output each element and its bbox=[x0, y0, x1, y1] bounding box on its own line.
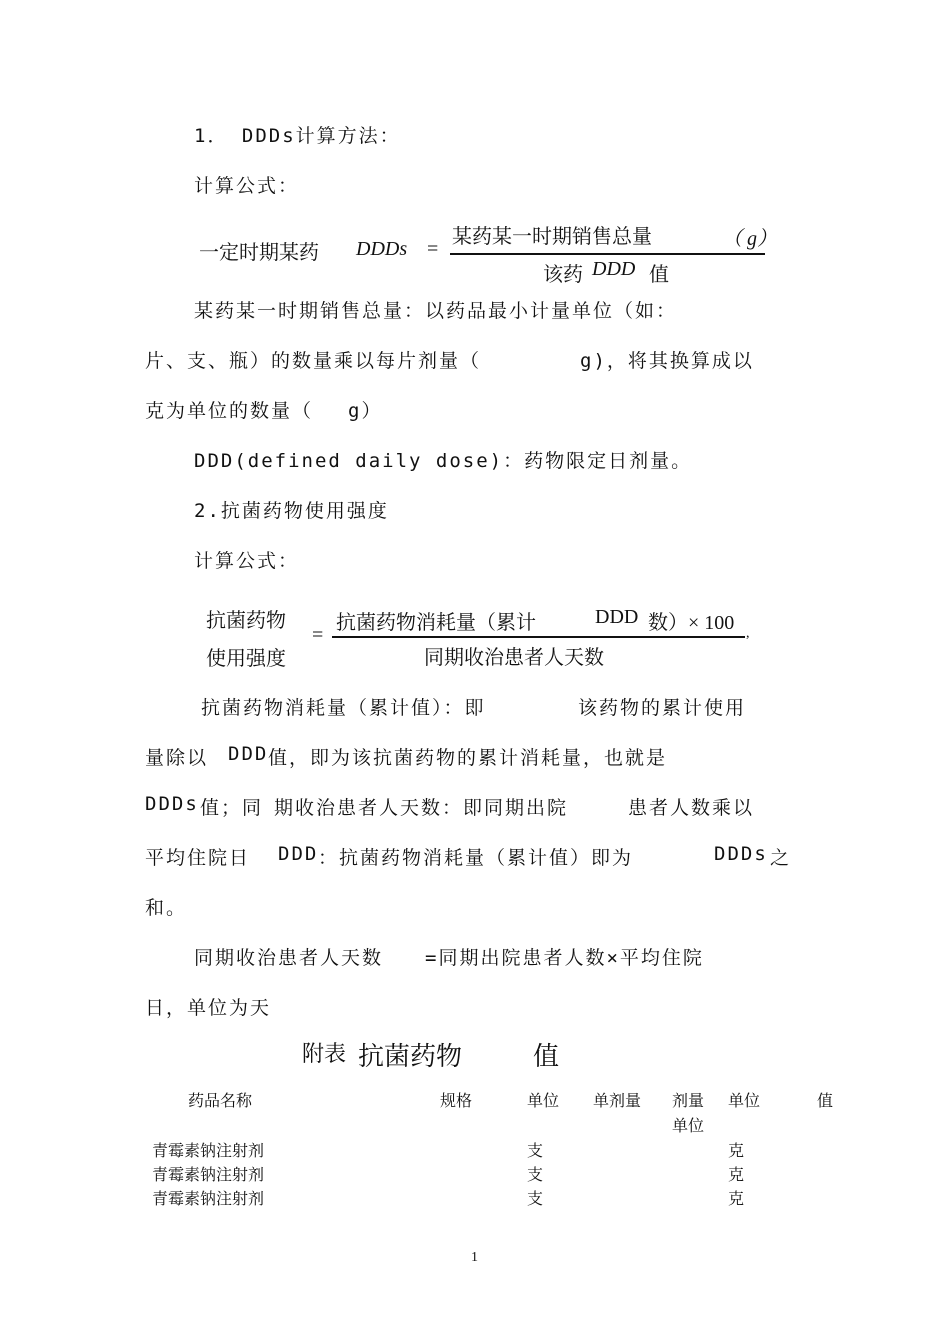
p-line3d: 患者人数乘以 bbox=[628, 797, 755, 819]
p-line7: 日，单位为天 bbox=[145, 997, 272, 1019]
header-value: 值 bbox=[817, 1091, 834, 1110]
para1-line2b: g)，将其换算成以 bbox=[580, 350, 754, 372]
row-drug-name: 青霉素钠注射剂 bbox=[152, 1141, 265, 1160]
table-title-main: 抗菌药物 bbox=[358, 1042, 463, 1072]
formula2-eq: = bbox=[312, 624, 324, 646]
p-line3c: 期收治患者人天数：即同期出院 bbox=[274, 797, 569, 819]
formula2-numerator-a: 抗菌药物消耗量（累计 bbox=[336, 612, 536, 634]
formula-denominator-b: DDD bbox=[592, 258, 636, 280]
section1-heading: 1． DDDs计算方法： bbox=[194, 125, 401, 147]
p-line2b: DDD bbox=[228, 743, 269, 765]
ddd-definition: DDD(defined daily dose)：药物限定日剂量。 bbox=[194, 450, 693, 472]
p-line6a: 同期收治患者人天数 bbox=[194, 947, 384, 969]
header-unit: 单位 bbox=[527, 1091, 560, 1110]
section2-formula-label: 计算公式： bbox=[194, 550, 300, 572]
formula2-lhs-2: 使用强度 bbox=[206, 648, 286, 670]
formula-denominator-c: 值 bbox=[649, 264, 669, 286]
formula-lhs: 一定时期某药 bbox=[199, 242, 319, 264]
row-dose-unit: 克 bbox=[728, 1189, 745, 1208]
p-line3a: DDDs bbox=[145, 793, 199, 815]
p-line1a: 抗菌药物消耗量（累计值）：即 bbox=[201, 697, 486, 719]
formula2-numerator-c: 数）× 100 bbox=[648, 612, 735, 634]
para1-line3b: g） bbox=[348, 400, 383, 422]
para1-line3: 克为单位的数量（ bbox=[145, 400, 314, 422]
header-dose-unit: 单位 bbox=[728, 1091, 761, 1110]
page-number: 1 bbox=[471, 1250, 478, 1265]
formula2-lhs-1: 抗菌药物 bbox=[206, 610, 286, 632]
p-line4a: 平均住院日 bbox=[145, 847, 251, 869]
section1-formula-label: 计算公式： bbox=[194, 175, 300, 197]
row-drug-name: 青霉素钠注射剂 bbox=[152, 1165, 265, 1184]
p-line4e: 之 bbox=[770, 847, 792, 869]
formula2-denominator: 同期收治患者人天数 bbox=[424, 647, 604, 669]
header-dose: 剂量 bbox=[672, 1091, 705, 1110]
p-line2c: 值，即为该抗菌药物的累计消耗量，也就是 bbox=[268, 747, 668, 769]
formula-numerator: 某药某一时期销售总量 bbox=[452, 226, 652, 248]
p-line2a: 量除以 bbox=[145, 747, 209, 769]
header-spec: 规格 bbox=[440, 1091, 473, 1110]
row-unit: 支 bbox=[527, 1165, 544, 1184]
fraction-bar bbox=[450, 253, 765, 255]
row-drug-name: 青霉素钠注射剂 bbox=[152, 1189, 265, 1208]
formula-denominator-a: 该药 bbox=[543, 264, 583, 286]
para1-line1: 某药某一时期销售总量：以药品最小计量单位（如： bbox=[194, 300, 678, 322]
p-line4d: DDDs bbox=[714, 843, 768, 865]
table-title-prefix: 附表 bbox=[302, 1042, 347, 1067]
formula-unit: （ g） bbox=[722, 228, 777, 250]
row-dose-unit: 克 bbox=[728, 1165, 745, 1184]
table-title-value: 值 bbox=[533, 1042, 560, 1072]
p-line1b: 该药物的累计使用 bbox=[578, 697, 747, 719]
formula-var: DDDs bbox=[356, 238, 408, 260]
fraction-bar-2 bbox=[332, 636, 745, 638]
header-single-dose: 单剂量 bbox=[593, 1091, 642, 1110]
row-dose-unit: 克 bbox=[728, 1141, 745, 1160]
p-line6b: =同期出院患者人数×平均住院 bbox=[425, 947, 704, 969]
p-line5: 和。 bbox=[145, 897, 188, 919]
formula2-comma: , bbox=[746, 626, 750, 641]
row-unit: 支 bbox=[527, 1189, 544, 1208]
p-line4b: DDD bbox=[278, 843, 319, 865]
p-line3b: 值；同 bbox=[200, 797, 264, 819]
para1-line2: 片、支、瓶）的数量乘以每片剂量（ bbox=[145, 350, 482, 372]
row-unit: 支 bbox=[527, 1141, 544, 1160]
header-dose-unit-sub: 单位 bbox=[672, 1116, 705, 1135]
header-drug-name: 药品名称 bbox=[188, 1091, 253, 1110]
section2-heading: 2.抗菌药物使用强度 bbox=[194, 500, 389, 522]
formula-eq: = bbox=[427, 238, 439, 260]
p-line4c: ：抗菌药物消耗量（累计值）即为 bbox=[318, 847, 634, 869]
formula2-numerator-b: DDD bbox=[595, 606, 639, 628]
